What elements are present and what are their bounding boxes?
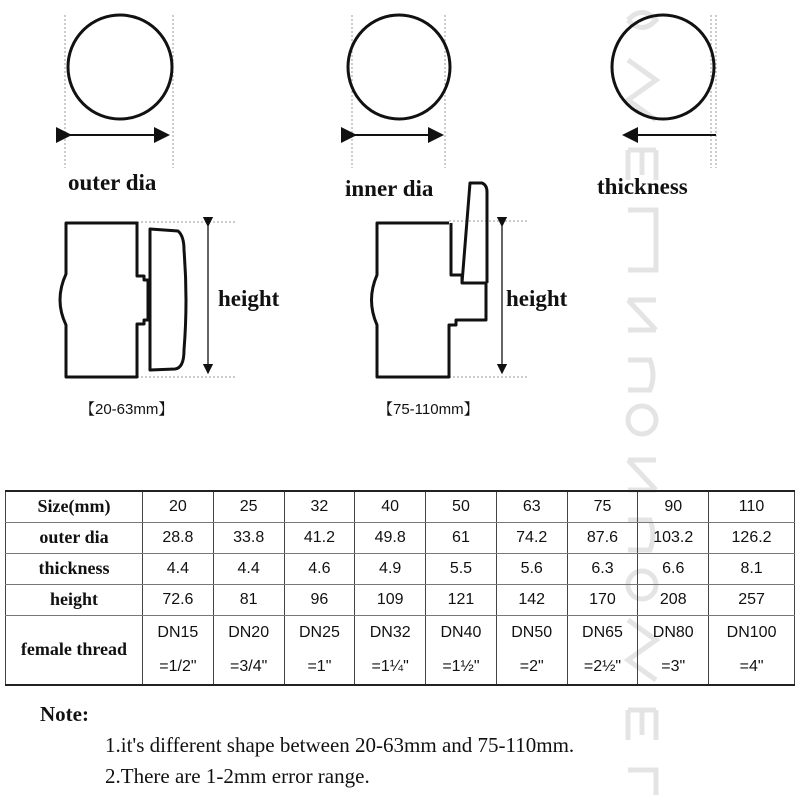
row-header: height — [6, 584, 143, 615]
table-cell: 4.4 — [213, 553, 284, 584]
table-cell: 28.8 — [143, 522, 214, 553]
thread-dn: DN20 — [228, 623, 270, 641]
thread-dn: DN65 — [582, 623, 623, 641]
table-cell: 142 — [496, 584, 567, 615]
thread-cell — [638, 615, 709, 685]
thread-inch: =2½" — [583, 657, 622, 675]
note-line-1: 1.it's different shape between 20-63mm and 75-110mm. — [105, 733, 575, 757]
note-title: Note: — [40, 702, 89, 726]
table-row — [6, 553, 795, 584]
thickness-circle — [612, 15, 714, 119]
thread-cell — [496, 615, 567, 685]
thread-cell — [213, 615, 284, 685]
note-line-2: 2.There are 1-2mm error range. — [105, 764, 370, 788]
table-cell: 33.8 — [213, 522, 284, 553]
table-cell: 5.5 — [426, 553, 497, 584]
thread-cell — [143, 615, 214, 685]
table-cell: 96 — [284, 584, 355, 615]
row-header: outer dia — [6, 522, 143, 553]
table-cell: 49.8 — [355, 522, 426, 553]
thread-dn: DN25 — [298, 623, 340, 641]
table-cell: 109 — [355, 584, 426, 615]
range-large-label: 【75-110mm】 — [378, 401, 479, 418]
thread-inch: =1½" — [442, 657, 480, 675]
row-header: female thread — [6, 615, 143, 685]
thread-inch: =3/4" — [230, 657, 268, 675]
thread-inch: =2" — [519, 657, 544, 675]
valve-large-body — [372, 223, 487, 377]
table-row — [6, 584, 795, 615]
table-cell: 50 — [426, 491, 497, 522]
thread-dn: DN40 — [440, 623, 482, 641]
table-cell: 87.6 — [567, 522, 638, 553]
table-cell: 208 — [638, 584, 709, 615]
table-cell: 8.1 — [709, 553, 795, 584]
table-cell: 40 — [355, 491, 426, 522]
table-cell: 4.6 — [284, 553, 355, 584]
table-cell: 6.6 — [638, 553, 709, 584]
row-header: Size(mm) — [6, 491, 143, 522]
valve-small-handle — [150, 229, 186, 370]
table-row — [6, 491, 795, 522]
thread-inch: =1/2" — [159, 657, 197, 675]
table-cell: 72.6 — [143, 584, 214, 615]
valve-small-body — [60, 223, 148, 377]
inner-dia-label: inner dia — [345, 176, 434, 201]
thread-cell — [567, 615, 638, 685]
table-cell: 170 — [567, 584, 638, 615]
range-small-label: 【20-63mm】 — [80, 401, 174, 418]
table-cell: 121 — [426, 584, 497, 615]
thread-dn: DN80 — [652, 623, 694, 641]
table-cell: 41.2 — [284, 522, 355, 553]
table-cell: 20 — [143, 491, 214, 522]
table-cell: 126.2 — [709, 522, 795, 553]
table-cell: 74.2 — [496, 522, 567, 553]
thread-inch: =4" — [739, 657, 764, 675]
table-cell: 90 — [638, 491, 709, 522]
table-cell: 4.9 — [355, 553, 426, 584]
outer-dia-label: outer dia — [68, 170, 157, 195]
table-cell: 75 — [567, 491, 638, 522]
thread-dn: DN50 — [511, 623, 553, 641]
table-cell: 257 — [709, 584, 795, 615]
table-cell: 6.3 — [567, 553, 638, 584]
row-header: thickness — [6, 553, 143, 584]
table-cell: 110 — [709, 491, 795, 522]
table-row — [6, 522, 795, 553]
thread-inch: =1¼" — [371, 657, 409, 675]
valve-large-handle — [462, 183, 487, 283]
table-row-female-thread — [6, 615, 795, 685]
height-label-small: height — [218, 286, 280, 311]
table-cell: 5.6 — [496, 553, 567, 584]
table-cell: 61 — [426, 522, 497, 553]
thread-dn: DN100 — [726, 623, 777, 641]
table-cell: 4.4 — [143, 553, 214, 584]
table-cell: 81 — [213, 584, 284, 615]
inner-dia-circle — [348, 15, 450, 119]
thread-cell — [284, 615, 355, 685]
thread-dn: DN32 — [369, 623, 411, 641]
spec-table — [5, 490, 795, 686]
thickness-label: thickness — [597, 174, 688, 199]
outer-dia-circle — [68, 15, 172, 119]
thread-cell — [709, 615, 795, 685]
thread-cell — [355, 615, 426, 685]
height-label-large: height — [506, 286, 568, 311]
table-cell: 25 — [213, 491, 284, 522]
thread-inch: =1" — [307, 657, 332, 675]
thread-dn: DN15 — [157, 623, 199, 641]
table-cell: 103.2 — [638, 522, 709, 553]
thread-cell — [426, 615, 497, 685]
thread-inch: =3" — [661, 657, 686, 675]
table-cell: 63 — [496, 491, 567, 522]
table-cell: 32 — [284, 491, 355, 522]
